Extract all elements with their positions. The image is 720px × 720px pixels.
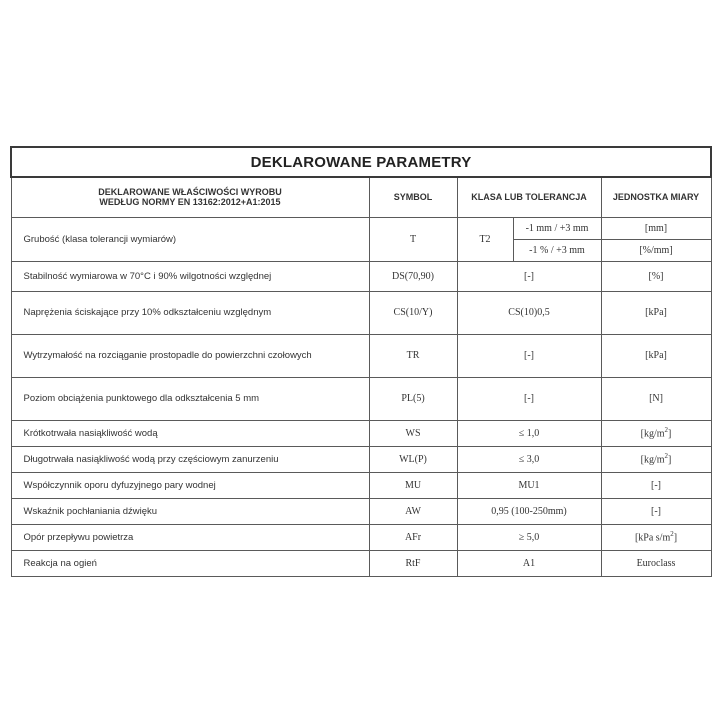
row-unit: [-] — [601, 472, 711, 498]
row-symbol: CS(10/Y) — [369, 291, 457, 334]
row-symbol: TR — [369, 334, 457, 377]
thickness-tolerance-2: -1 % / +3 mm — [513, 239, 601, 261]
thickness-unit-1: [mm] — [601, 217, 711, 239]
table-row — [11, 498, 711, 524]
row-symbol: WS — [369, 420, 457, 446]
table-row — [11, 550, 711, 576]
row-property: Krótkotrwała nasiąkliwość wodą — [11, 420, 369, 446]
row-value: ≤ 3,0 — [457, 446, 601, 472]
unit-end: ] — [668, 454, 672, 466]
row-symbol: DS(70,90) — [369, 261, 457, 291]
row-symbol: WL(P) — [369, 446, 457, 472]
unit-base: [kPa s/m — [634, 532, 671, 544]
row-symbol: AFr — [369, 524, 457, 550]
row-unit: [-] — [601, 498, 711, 524]
header-class: KLASA LUB TOLERANCJA — [457, 177, 601, 217]
unit-base: [kg/m — [640, 428, 665, 440]
table-title: DEKLAROWANE PARAMETRY — [11, 147, 711, 177]
row-value: ≤ 1,0 — [457, 420, 601, 446]
unit-superscript: 2 — [664, 426, 669, 435]
thickness-class: T2 — [457, 217, 513, 261]
row-property: Wskaźnik pochłaniania dźwięku — [11, 498, 369, 524]
header-symbol: SYMBOL — [369, 177, 457, 217]
row-property: Naprężenia ściskające przy 10% odkształceniu względnym — [11, 291, 369, 334]
thickness-tolerance-1: -1 mm / +3 mm — [513, 217, 601, 239]
thickness-property: Grubość (klasa tolerancji wymiarów) — [11, 217, 369, 261]
table-row — [11, 217, 711, 239]
row-symbol: PL(5) — [369, 377, 457, 420]
row-unit: [kPa] — [601, 334, 711, 377]
unit-end: ] — [673, 532, 678, 544]
row-value: CS(10)0,5 — [457, 291, 601, 334]
row-property: Reakcja na ogień — [11, 550, 369, 576]
row-value: [-] — [457, 334, 601, 377]
row-unit — [601, 420, 711, 446]
header-row — [11, 177, 711, 217]
row-value: MU1 — [457, 472, 601, 498]
row-value: [-] — [457, 377, 601, 420]
row-unit — [601, 446, 711, 472]
thickness-unit-2: [%/mm] — [601, 239, 711, 261]
row-property: Wytrzymałość na rozciąganie prostopadle do powierzchni czołowych — [11, 334, 369, 377]
row-unit — [601, 524, 711, 550]
row-property: Poziom obciążenia punktowego dla odkształcenia 5 mm — [11, 377, 369, 420]
table-row — [11, 446, 711, 472]
table-row — [11, 334, 711, 377]
row-property: Długotrwała nasiąkliwość wodą przy częściowym zanurzeniu — [11, 446, 369, 472]
row-unit: Euroclass — [601, 550, 711, 576]
row-unit: [kPa] — [601, 291, 711, 334]
row-property: Współczynnik oporu dyfuzyjnego pary wodnej — [11, 472, 369, 498]
row-unit: [N] — [601, 377, 711, 420]
row-property: Stabilność wymiarowa w 70°C i 90% wilgotności względnej — [11, 261, 369, 291]
row-value: ≥ 5,0 — [457, 524, 601, 550]
parameters-table-container — [10, 146, 710, 577]
row-symbol: AW — [369, 498, 457, 524]
unit-superscript: 2 — [670, 530, 674, 539]
table-row — [11, 291, 711, 334]
table-row — [11, 472, 711, 498]
row-value: A1 — [457, 550, 601, 576]
row-property: Opór przepływu powietrza — [11, 524, 369, 550]
row-value: [-] — [457, 261, 601, 291]
unit-superscript: 2 — [664, 452, 669, 461]
header-property-line2: WEDŁUG NORMY EN 13162:2012+A1:2015 — [99, 197, 281, 208]
table-row — [11, 377, 711, 420]
table-row — [11, 524, 711, 550]
row-symbol: RtF — [369, 550, 457, 576]
table-row — [11, 420, 711, 446]
header-unit: JEDNOSTKA MIARY — [601, 177, 711, 217]
header-property — [11, 177, 369, 217]
row-value: 0,95 (100-250mm) — [457, 498, 601, 524]
row-unit: [%] — [601, 261, 711, 291]
row-symbol: MU — [369, 472, 457, 498]
table-row — [11, 261, 711, 291]
thickness-symbol: T — [369, 217, 457, 261]
unit-base: [kg/m — [640, 454, 665, 466]
header-property-line1: DEKLAROWANE WŁAŚCIWOŚCI WYROBU — [98, 187, 282, 198]
parameters-table — [10, 146, 712, 577]
unit-end: ] — [668, 428, 672, 440]
